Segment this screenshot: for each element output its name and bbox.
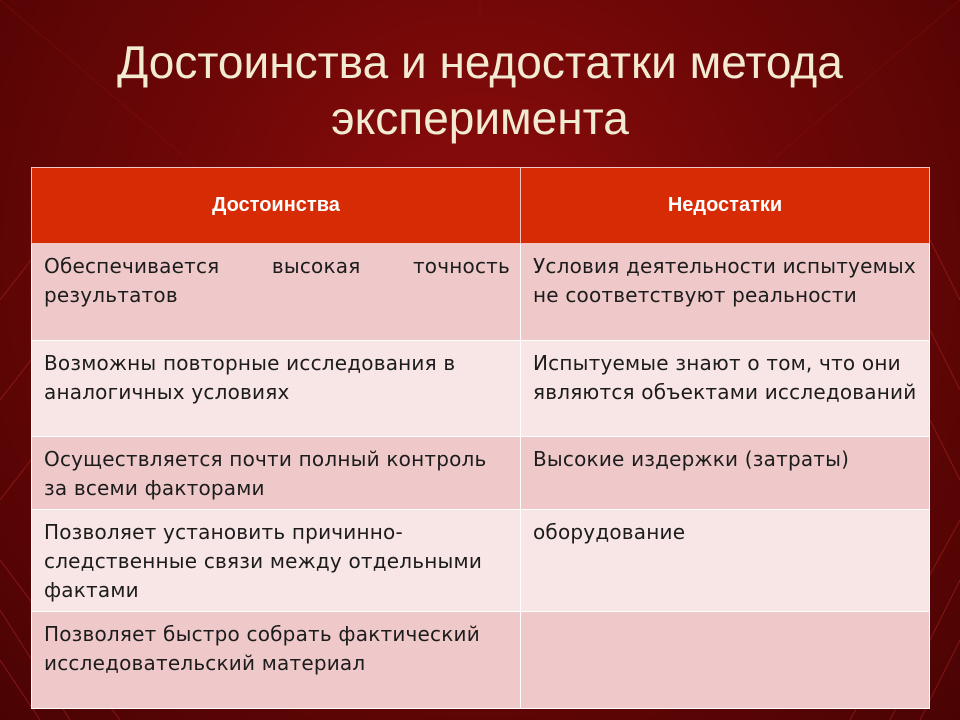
advantage-cell: Обеспечивается высокая точность результатов [32,244,521,341]
advantage-cell: Позволяет установить причинно-следственные связи между отдельными фактами [32,510,521,612]
disadvantage-cell: Испытуемые знают о том, что они являются объектами исследований [521,341,930,437]
table-header-row [32,168,930,244]
disadvantage-cell [521,612,930,709]
title-line-2: эксперимента [331,92,629,144]
disadvantage-cell: Условия деятельности испытуемых не соответствуют реальности [521,244,930,341]
table-row [32,244,930,341]
header-disadvantages: Недостатки [521,168,930,244]
slide-title [20,34,940,146]
header-advantages: Достоинства [32,168,521,244]
advantage-cell: Осуществляется почти полный контроль за всеми факторами [32,437,521,510]
advantage-cell: Позволяет быстро собрать фактический исследовательский материал [32,612,521,709]
comparison-table-container [31,167,929,709]
title-line-1: Достоинства и недостатки метода [117,36,843,88]
table-row [32,341,930,437]
table-row [32,510,930,612]
table-row [32,612,930,709]
comparison-table [31,167,930,709]
table-row [32,437,930,510]
disadvantage-cell: оборудование [521,510,930,612]
advantage-cell: Возможны повторные исследования в аналогичных условиях [32,341,521,437]
disadvantage-cell: Высокие издержки (затраты) [521,437,930,510]
